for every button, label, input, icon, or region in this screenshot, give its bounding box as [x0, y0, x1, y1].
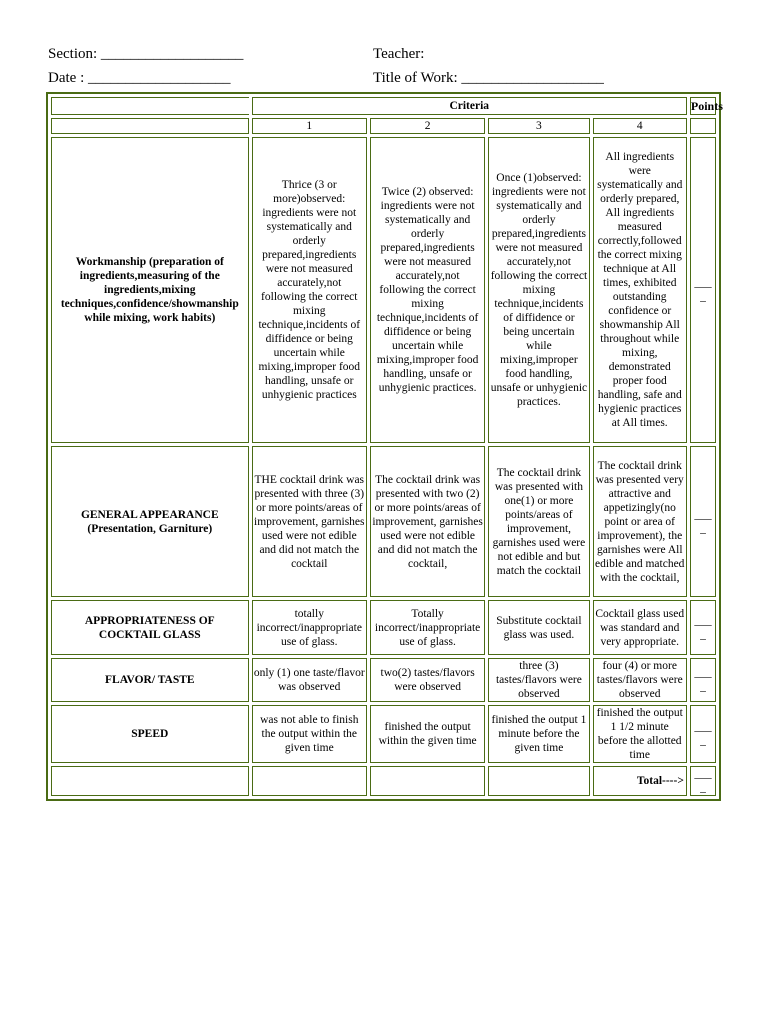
- table-row: [51, 137, 716, 443]
- descriptor-cell: was not able to finish the output within the given time: [252, 705, 367, 763]
- date-field[interactable]: Date : ___________________: [48, 70, 231, 86]
- rubric-table: [46, 92, 721, 801]
- descriptor-cell: Cocktail glass used was standard and very appropriate.: [593, 600, 687, 655]
- criterion-workmanship: Workmanship (preparation of ingredients,measuring of the ingredients,mixing techniques,confidence/showmanship while mixing, work habits): [51, 137, 249, 443]
- total-points-blank[interactable]: ___ _: [690, 766, 716, 796]
- descriptor-cell: three (3) tastes/flavors were observed: [488, 658, 589, 702]
- score-3-header: 3: [488, 118, 589, 134]
- criterion-speed: SPEED: [51, 705, 249, 763]
- table-row: [51, 446, 716, 597]
- points-blank[interactable]: ___ _: [690, 705, 716, 763]
- points-blank[interactable]: ___ _: [690, 137, 716, 443]
- points-blank[interactable]: ___ _: [690, 446, 716, 597]
- descriptor-cell: finished the output 1 1/2 minute before the allotted time: [593, 705, 687, 763]
- total-label: Total---->: [593, 766, 687, 796]
- empty-total-cell: [252, 766, 367, 796]
- empty-total-cell: [51, 766, 249, 796]
- empty-score-cell: [51, 118, 249, 134]
- points-blank[interactable]: ___ _: [690, 658, 716, 702]
- descriptor-cell: finished the output 1 minute before the given time: [488, 705, 589, 763]
- descriptor-cell: four (4) or more tastes/flavors were observed: [593, 658, 687, 702]
- descriptor-cell: only (1) one taste/flavor was observed: [252, 658, 367, 702]
- criterion-cocktail-glass: APPROPRIATENESS OF COCKTAIL GLASS: [51, 600, 249, 655]
- score-header-row: [51, 118, 716, 134]
- descriptor-cell: two(2) tastes/flavors were observed: [370, 658, 485, 702]
- empty-total-cell: [488, 766, 589, 796]
- total-row: [51, 766, 716, 796]
- score-2-header: 2: [370, 118, 485, 134]
- criterion-flavor-taste: FLAVOR/ TASTE: [51, 658, 249, 702]
- descriptor-cell: Once (1)observed: ingredients were not systematically and orderly prepared,ingredients were not measured accurately,not following the correct mixing technique,incidents of diffidence or being uncertain while mixing,improper food handling, unsafe or unhygienic practices.: [488, 137, 589, 443]
- descriptor-cell: Totally incorrect/inappropriate use of glass.: [370, 600, 485, 655]
- descriptor-cell: Thrice (3 or more)observed: ingredients were not systematically and orderly prepared,ingredients were not measured accurately,not following the correct mixing technique,incidents of diffidence or being uncertain while mixing,improper food handling, unsafe or unhygienic practices: [252, 137, 367, 443]
- descriptor-cell: THE cocktail drink was presented with three (3) or more points/areas of improvement, garnishes used were not edible and did not match the cocktail: [252, 446, 367, 597]
- table-row: [51, 600, 716, 655]
- descriptor-cell: finished the output within the given time: [370, 705, 485, 763]
- empty-header-cell: [51, 97, 249, 115]
- table-row: [51, 705, 716, 763]
- descriptor-cell: totally incorrect/inappropriate use of glass.: [252, 600, 367, 655]
- title-of-work-field[interactable]: Title of Work: ___________________: [373, 70, 604, 86]
- criteria-header-row: [51, 97, 716, 115]
- descriptor-cell: All ingredients were systematically and orderly prepared, All ingredients measured correctly,followed the correct mixing technique at All times, exhibited outstanding confidence or showmanship All throughout while mixing, demonstrated proper food handling, safe and hygienic practices at All times.: [593, 137, 687, 443]
- empty-total-cell: [370, 766, 485, 796]
- descriptor-cell: Substitute cocktail glass was used.: [488, 600, 589, 655]
- descriptor-cell: Twice (2) observed: ingredients were not systematically and orderly prepared,ingredients were not measured accurately,not following the correct mixing technique,incidents of diffidence or being uncertain while mixing,improper food handling, unsafe or unhygienic practices.: [370, 137, 485, 443]
- criteria-header: Criteria: [252, 97, 687, 115]
- points-blank[interactable]: ___ _: [690, 600, 716, 655]
- score-1-header: 1: [252, 118, 367, 134]
- descriptor-cell: The cocktail drink was presented with two (2) or more points/areas of improvement, garnishes used were not edible and did not match the cocktail,: [370, 446, 485, 597]
- descriptor-cell: The cocktail drink was presented with one(1) or more points/areas of improvement, garnishes used were not edible and but match the cocktail: [488, 446, 589, 597]
- table-row: [51, 658, 716, 702]
- section-field[interactable]: Section: ___________________: [48, 46, 244, 62]
- criterion-general-appearance: GENERAL APPEARANCE (Presentation, Garniture): [51, 446, 249, 597]
- teacher-field[interactable]: Teacher:: [373, 46, 425, 62]
- empty-points-cell: [690, 118, 716, 134]
- score-4-header: 4: [593, 118, 687, 134]
- descriptor-cell: The cocktail drink was presented very attractive and appetizingly(no point or area of improvement), the garnishes were All edible and matched with the cocktail,: [593, 446, 687, 597]
- points-header: Points: [690, 99, 723, 113]
